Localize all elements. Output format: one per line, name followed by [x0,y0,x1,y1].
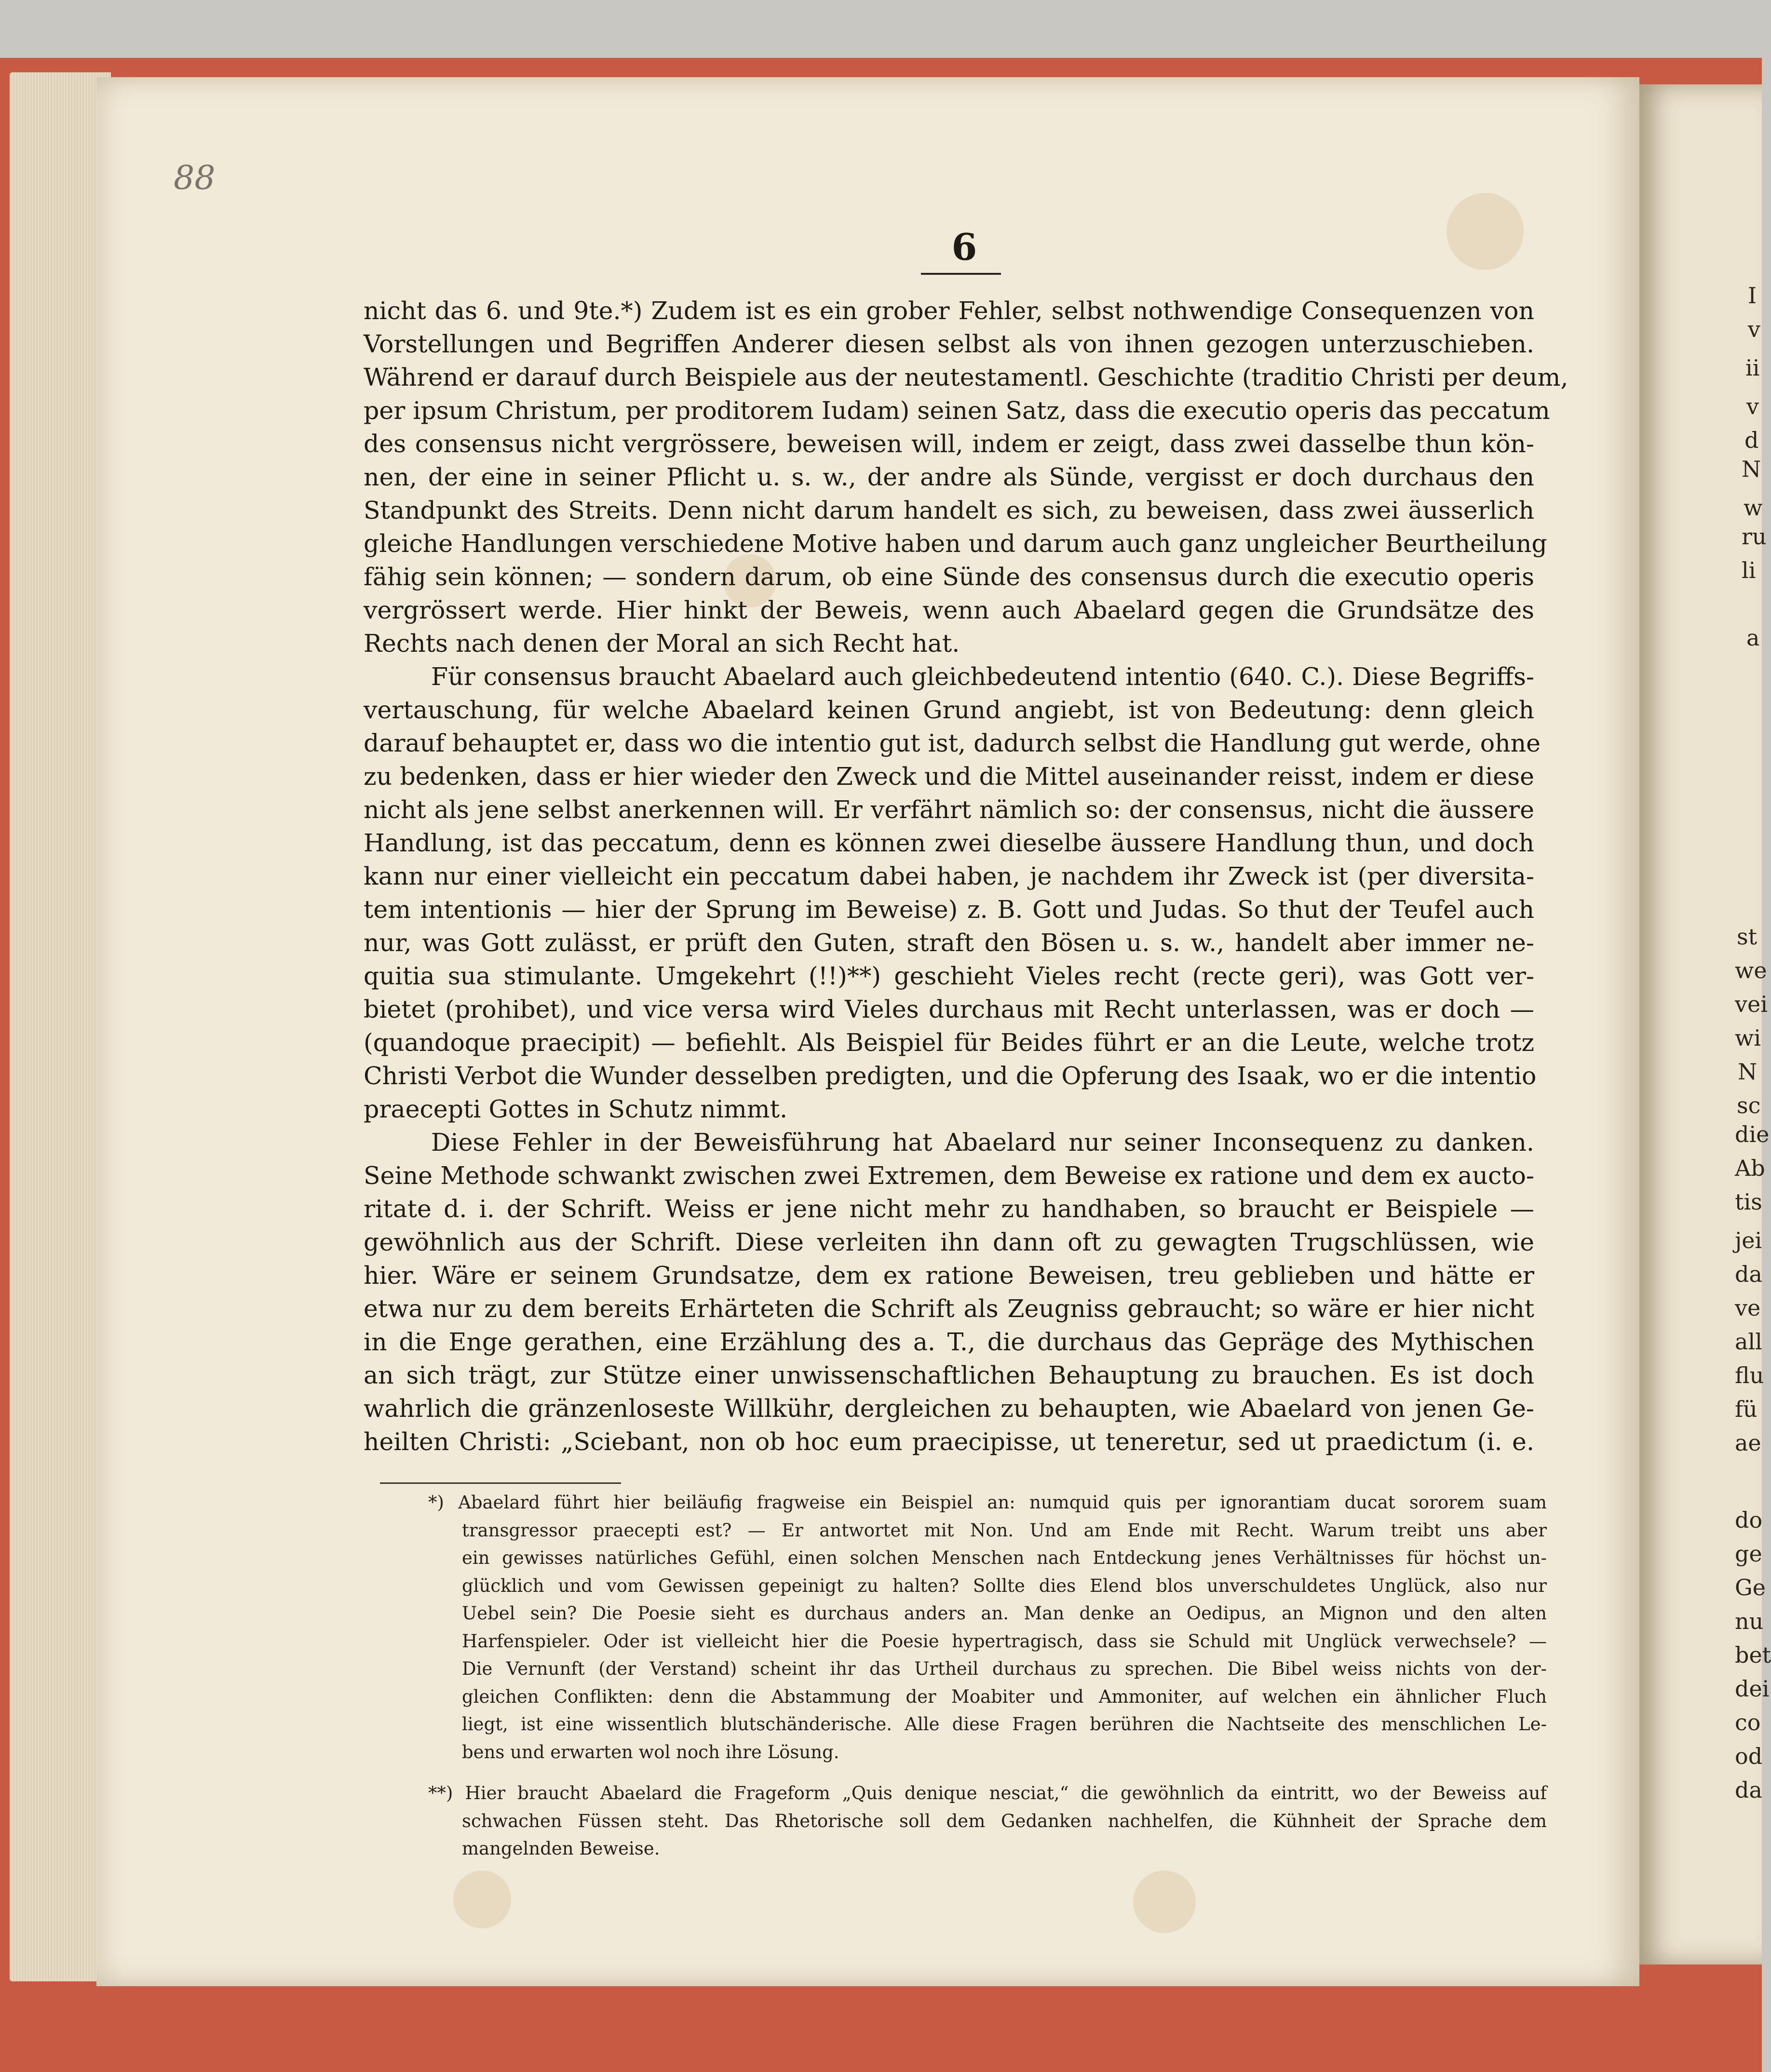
body-line: darauf behauptet er, dass wo die intentio gut ist, dadurch selbst die Handlung gut werde, ohne [364,729,1541,757]
facing-page-fragment: all [1735,1329,1762,1355]
body-line: nicht das 6. und 9te.*) Zudem ist es ein grober Fehler, selbst nothwendige Consequenzen von [364,296,1534,325]
body-line: etwa nur zu dem bereits Erhärteten die Schrift als Zeugniss gebraucht; so wäre er hier nicht [364,1294,1534,1323]
facing-page-fragment: ge [1735,1541,1762,1567]
facing-page-fragment: we [1735,957,1767,983]
facing-page-fragment: N [1738,1059,1757,1085]
facing-page-fragment: die [1735,1121,1770,1147]
facing-page-fragment: fü [1735,1396,1757,1422]
facing-page-fragment: od [1735,1743,1763,1769]
page-number: 6 [951,226,977,269]
body-line: nur, was Gott zulässt, er prüft den Guten, straft den Bösen u. s. w., handelt aber immer ne- [364,928,1534,957]
pencil-note: 88 [174,159,216,197]
facing-page-fragment: jei [1735,1227,1762,1253]
facing-page-fragment: v [1746,393,1759,419]
body-line: Für consensus braucht Abaelard auch gleichbedeutend intentio (640. C.). Diese Begriffs- [431,662,1534,691]
footnote-2-line: schwachen Füssen steht. Das Rhetorische soll dem Gedanken nachhelfen, die Kühnheit der Sprache dem [462,1810,1547,1831]
foxing-spot [1447,193,1524,270]
page-edges [10,72,111,1981]
footnote-1-line: liegt, ist eine wissentlich blutschänderische. Alle diese Fragen berühren die Nachtseite des menschlichen Le- [462,1714,1547,1735]
facing-page-fragment: ru [1742,524,1767,550]
body-line: gleiche Handlungen verschiedene Motive haben und darum auch ganz ungleicher Beurtheilung [364,529,1547,558]
foxing-spot [1133,1870,1196,1933]
facing-page-fragment: da [1735,1261,1762,1287]
body-line: kann nur einer vielleicht ein peccatum dabei haben, je nachdem ihr Zweck ist (per diversita- [364,862,1534,890]
facing-page-fragment: vei [1735,991,1768,1017]
facing-page-fragment: d [1744,427,1759,453]
foxing-spot [453,1870,511,1928]
body-line: hier. Wäre er seinem Grundsatze, dem ex ratione Beweisen, treu geblieben und hätte er [364,1261,1534,1290]
facing-page-fragment: do [1735,1507,1763,1533]
body-line: zu bedenken, dass er hier wieder den Zweck und die Mittel auseinander reisst, indem er diese [364,762,1534,791]
footnote-1-line: Uebel sein? Die Poesie sieht es durchaus anders an. Man denke an Oedipus, an Mignon und den alten [462,1603,1547,1624]
footnote-1-line: glücklich und vom Gewissen gepeinigt zu halten? Sollte dies Elend blos unverschuldetes Unglück, also nur [462,1575,1547,1596]
facing-page-fragment: nu [1735,1608,1764,1634]
body-line: fähig sein können; — sondern darum, ob eine Sünde des consensus durch die executio operis [364,563,1534,591]
footnote-1-line: gleichen Conflikten: denn die Abstammung der Moabiter und Ammoniter, auf welchen ein ähnlicher Fluch [462,1686,1547,1707]
facing-page-fragment: ii [1745,355,1760,381]
body-line: per ipsum Christum, per proditorem Iudam) seinen Satz, dass die executio operis das peccatum [364,396,1550,425]
body-line: Standpunkt des Streits. Denn nicht darum handelt es sich, zu beweisen, dass zwei äusserlich [364,496,1534,525]
facing-page-fragment: co [1735,1709,1761,1736]
body-line: Vorstellungen und Begriffen Anderer diesen selbst als von ihnen gezogen unterzuschieben. [364,330,1534,358]
body-line: Christi Verbot die Wunder desselben predigten, und die Opferung des Isaak, wo er die intentio [364,1062,1537,1090]
facing-page-fragment: tis [1735,1189,1762,1215]
facing-page-fragment: I [1748,283,1757,309]
facing-page-fragment: Ge [1735,1574,1766,1601]
facing-page-fragment: li [1742,557,1756,583]
facing-page-fragment: da [1735,1777,1762,1803]
body-line: Seine Methode schwankt zwischen zwei Extremen, dem Beweise ex ratione und dem ex aucto- [364,1161,1534,1190]
page-number-rule [921,273,1001,275]
facing-page-fragment: a [1746,625,1760,651]
footnote-2-line: **) Hier braucht Abaelard die Frageform „Quis denique nesciat,“ die gewöhnlich da eintritt, wo der Beweiss auf [428,1783,1547,1803]
footnote-1-line: Die Vernunft (der Verstand) scheint ihr das Urtheil durchaus zu sprechen. Die Bibel weiss nichts von der- [462,1658,1547,1679]
body-line: gewöhnlich aus der Schrift. Diese verleiten ihn dann oft zu gewagten Trugschlüssen, wie [364,1228,1534,1256]
body-line: in die Enge gerathen, eine Erzählung des a. T., die durchaus das Gepräge des Mythischen [364,1328,1534,1356]
body-line: Diese Fehler in der Beweisführung hat Abaelard nur seiner Inconsequenz zu danken. [431,1128,1534,1157]
footnotes [380,1489,1547,1863]
body-line: ritate d. i. der Schrift. Weiss er jene nicht mehr zu handhaben, so braucht er Beispiele — [364,1195,1534,1223]
footnote-1-line: *) Abaelard führt hier beiläufig fragweise ein Beispiel an: numquid quis per ignorantiam ducat sororem suam [428,1492,1547,1513]
body-text [364,294,1568,1458]
body-line: nen, der eine in seiner Pflicht u. s. w., der andre als Sünde, vergisst er doch durchaus den [364,463,1534,491]
footnote-2-line: mangelnden Beweise. [462,1838,660,1859]
body-line: nicht als jene selbst anerkennen will. Er verfährt nämlich so: der consensus, nicht die äussere [364,795,1534,824]
body-line: heilten Christi: „Sciebant, non ob hoc eum praecipisse, ut teneretur, sed ut praedictum (i. e. [364,1427,1534,1456]
facing-page-fragment: ve [1735,1295,1761,1321]
body-line: Während er darauf durch Beispiele aus der neutestamentl. Geschichte (traditio Christi per deum, [364,363,1568,391]
body-line: bietet (prohibet), und vice versa wird Vieles durchaus mit Recht unterlassen, was er doch — [364,995,1534,1023]
facing-page-fragment: ae [1735,1430,1761,1456]
facing-page-fragment: N [1742,456,1761,482]
body-line: des consensus nicht vergrössere, beweisen will, indem er zeigt, dass zwei dasselbe thun kön- [364,430,1534,458]
facing-page-fragment: bet [1735,1642,1771,1668]
body-line: Handlung, ist das peccatum, denn es können zwei dieselbe äussere Handlung thun, und doch [364,829,1534,857]
footnote-1-line: bens und erwarten wol noch ihre Lösung. [462,1741,839,1763]
facing-page-fragment: dei [1735,1676,1770,1702]
facing-page-fragment: w [1744,495,1763,521]
body-line: vergrössert werde. Hier hinkt der Beweis, wenn auch Abaelard gegen die Grundsätze des [364,596,1534,624]
body-line: praecepti Gottes in Schutz nimmt. [364,1095,788,1123]
facing-page-fragment: sc [1737,1092,1761,1118]
body-line: (quandoque praecipit) — befiehlt. Als Beispiel für Beides führt er an die Leute, welche trotz [364,1028,1534,1057]
body-line: wahrlich die gränzenloseste Willkühr, dergleichen zu behaupten, wie Abaelard von jenen Ge- [364,1394,1534,1423]
facing-page-fragment: Ab [1735,1155,1765,1181]
body-line: vertauschung, für welche Abaelard keinen Grund angiebt, ist von Bedeutung: denn gleich [364,696,1534,724]
body-line: an sich trägt, zur Stütze einer unwissenschaftlichen Behauptung zu brauchen. Es ist doch [364,1361,1534,1389]
facing-page-fragment: flu [1735,1362,1764,1388]
footnote-1-line: ein gewisses natürliches Gefühl, einen solchen Menschen nach Entdeckung jenes Verhältnisses für höchst un- [462,1547,1547,1568]
facing-page-fragment: wi [1735,1025,1761,1051]
body-line: quitia sua stimulante. Umgekehrt (!!)**) geschieht Vieles recht (recte geri), was Gott ver- [364,962,1534,990]
facing-page-fragment: st [1737,924,1757,950]
footnote-1-line: Harfenspieler. Oder ist vielleicht hier die Poesie hypertragisch, dass sie Schuld mit Unglück verwechsele? — [462,1630,1547,1652]
body-line: tem intentionis — hier der Sprung im Beweise) z. B. Gott und Judas. So thut der Teufel auch [364,895,1534,924]
facing-page-fragment: v [1748,316,1760,342]
footnote-gap [380,1766,1547,1779]
footnote-1-line: transgressor praecepti est? — Er antwortet mit Non. Und am Ende mit Recht. Warum treibt uns aber [462,1520,1547,1541]
footnote-rule [380,1482,621,1484]
body-line: Rechts nach denen der Moral an sich Recht hat. [364,629,960,658]
